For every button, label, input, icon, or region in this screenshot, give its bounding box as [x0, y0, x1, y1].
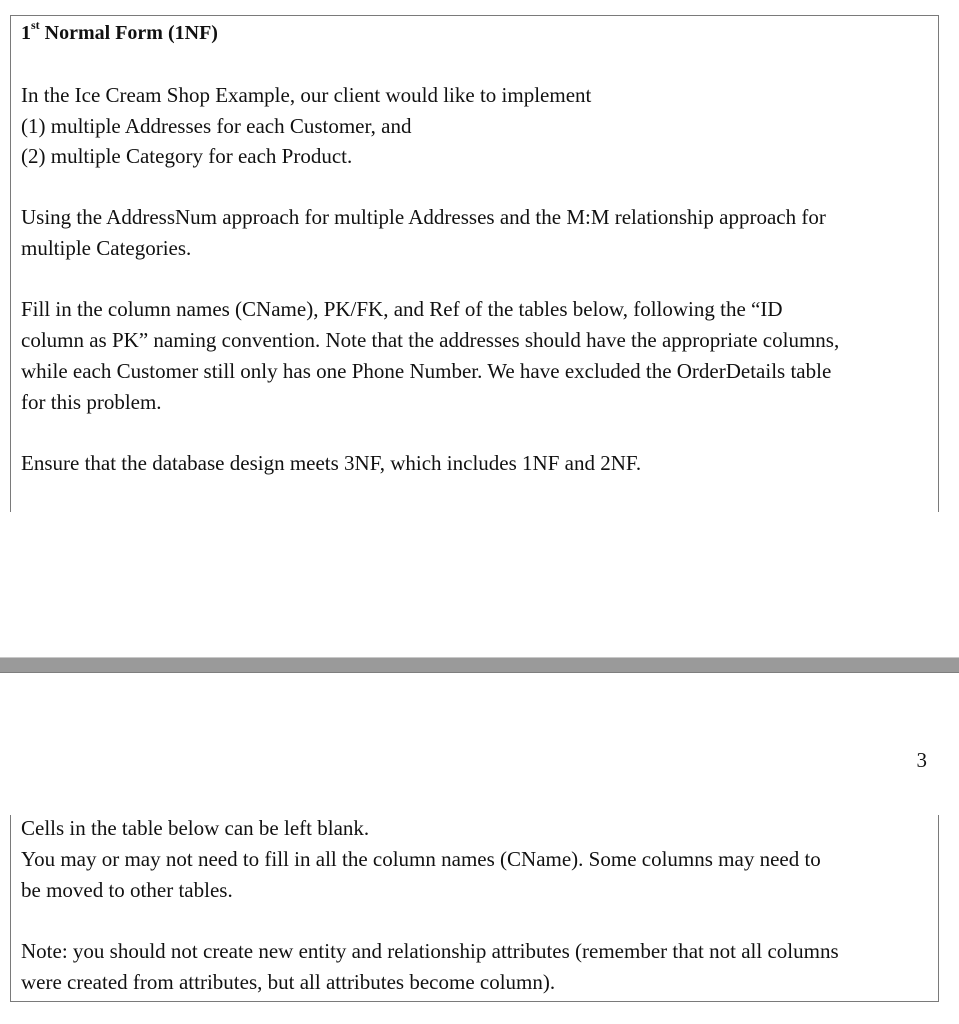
heading-ordinal-suffix: st	[31, 18, 40, 33]
intro-line-2: (1) multiple Addresses for each Customer, and	[21, 114, 412, 138]
note-line-4: Note: you should not create new entity and relationship attributes (remember that not all columns	[21, 939, 839, 963]
page-number: 3	[916, 748, 927, 772]
page-separator	[0, 657, 959, 673]
heading-title: Normal Form (1NF)	[44, 22, 218, 44]
note-line-5: were created from attributes, but all attributes become column).	[21, 970, 556, 994]
intro-line-3: (2) multiple Category for each Product.	[21, 144, 353, 168]
approach-line-1: Using the AddressNum approach for multiple Addresses and the M:M relationship approach for	[21, 205, 826, 229]
instruction-line-1: Fill in the column names (CName), PK/FK, and Ref of the tables below, following the “ID	[21, 297, 783, 321]
section-heading	[21, 18, 218, 48]
requirement-line: Ensure that the database design meets 3NF, which includes 1NF and 2NF.	[21, 451, 642, 475]
instruction-line-2: column as PK” naming convention. Note that the addresses should have the appropriate columns,	[21, 328, 840, 352]
heading-number: 1	[21, 22, 31, 44]
note-line-3: be moved to other tables.	[21, 878, 233, 902]
note-line-2: You may or may not need to fill in all the column names (CName). Some columns may need to	[21, 847, 821, 871]
instruction-line-3: while each Customer still only has one Phone Number. We have excluded the OrderDetails table	[21, 359, 832, 383]
instruction-line-4: for this problem.	[21, 390, 162, 414]
intro-line-1: In the Ice Cream Shop Example, our client would like to implement	[21, 83, 592, 107]
note-line-1: Cells in the table below can be left blank.	[21, 816, 370, 840]
approach-line-2: multiple Categories.	[21, 236, 192, 260]
